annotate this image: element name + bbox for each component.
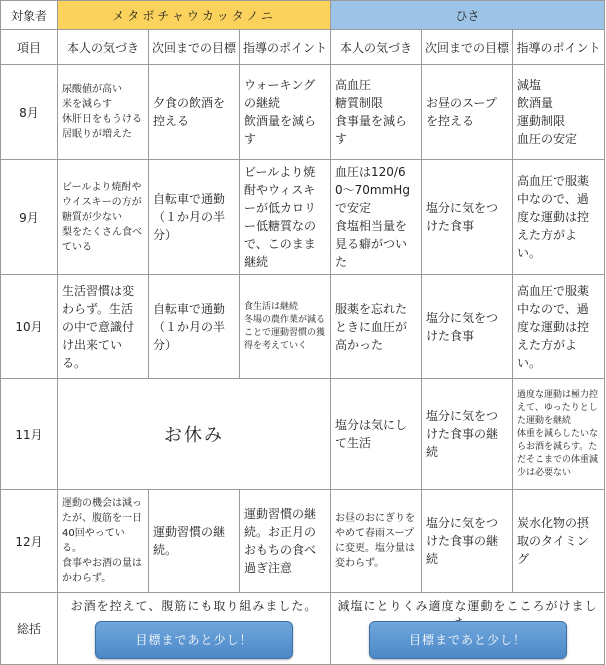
- awareness-a: 尿酸値が高い 米を減らす 休肝日をもうける 居眠りが増えた: [58, 65, 149, 160]
- guidance-b: 炭水化物の摂取のタイミング: [513, 490, 605, 593]
- table-row: [1, 275, 605, 379]
- guidance-a: ウォーキングの継続 飲酒量を減らす: [240, 65, 331, 160]
- col-guidance-a: 指導のポイント: [240, 30, 331, 65]
- summary-b-text: 減塩にとりくみ適度な運動をこころがけまし: [337, 598, 598, 613]
- col-awareness-a: 本人の気づき: [58, 30, 149, 65]
- next-goal-a: 自転車で通勤（１か月の半分）: [149, 275, 240, 379]
- person-a-header: メタボチャウカッタノニ: [58, 1, 331, 30]
- next-goal-a: 夕食の飲酒を控える: [149, 65, 240, 160]
- month-label: 11月: [1, 379, 58, 490]
- next-goal-a: 運動習慣の継続。: [149, 490, 240, 593]
- guidance-a: ビールより焼酎やウィスキーが低カロリー低糖質なので、このまま継続: [240, 160, 331, 275]
- awareness-b: 服薬を忘れたときに血圧が高かった: [331, 275, 422, 379]
- awareness-b: お昼のおにぎりをやめて春雨スープに変更。塩分量は変わらず。: [331, 490, 422, 593]
- summary-b: [331, 593, 605, 665]
- target-label: 対象者: [1, 1, 58, 30]
- guidance-b: 高血圧で服薬中なので、過度な運動は控えた方がよい。: [513, 160, 605, 275]
- goal-progress-button-a[interactable]: 目標まであと少し！: [95, 621, 293, 659]
- awareness-b: 高血圧 糖質制限 食事量を減らす: [331, 65, 422, 160]
- col-guidance-b: 指導のポイント: [513, 30, 605, 65]
- next-goal-a: 自転車で通勤（１か月の半分）: [149, 160, 240, 275]
- month-label: 12月: [1, 490, 58, 593]
- next-goal-b: お昼のスープを控える: [422, 65, 513, 160]
- summary-a-text: お酒を控えて、腹筋にも取り組みました。: [70, 598, 318, 613]
- table-row: [1, 379, 605, 490]
- month-label: 10月: [1, 275, 58, 379]
- awareness-a: 運動の機会は減ったが、腹筋を一日40回やっている。 食事やお酒の量はかわらず。: [58, 490, 149, 593]
- guidance-a: 食生活は継続 冬場の農作業が減ることで運動習慣の獲得を考えていく: [240, 275, 331, 379]
- item-label: 項目: [1, 30, 58, 65]
- next-goal-b: 塩分に気をつけた食事: [422, 160, 513, 275]
- summary-label: 総括: [1, 593, 58, 665]
- next-goal-b: 塩分に気をつけた食事: [422, 275, 513, 379]
- summary-a: [58, 593, 331, 665]
- month-label: 8月: [1, 65, 58, 160]
- rest-label: お休み: [58, 379, 331, 490]
- awareness-b: 血圧は120/60〜70mmHgで安定 食塩相当量を見る癖がついた: [331, 160, 422, 275]
- col-next-goal-b: 次回までの目標: [422, 30, 513, 65]
- next-goal-b: 塩分に気をつけた食事の継続: [422, 379, 513, 490]
- guidance-b: 過度な運動は極力控えて、ゆったりとした運動を継続 体重を減らしたいならお酒を減らす。ただそこまでの体重減少は必要ない: [513, 379, 605, 490]
- awareness-a: ビールより焼酎やウイスキーの方が糖質が少ない 梨をたくさん食べている: [58, 160, 149, 275]
- table-row: [1, 490, 605, 593]
- table-row: [1, 160, 605, 275]
- summary-row: [1, 593, 605, 665]
- awareness-a: 生活習慣は変わらず。生活の中で意識付け出来ている。: [58, 275, 149, 379]
- awareness-b: 塩分は気にして生活: [331, 379, 422, 490]
- guidance-b: 減塩 飲酒量 運動制限 血圧の安定: [513, 65, 605, 160]
- col-awareness-b: 本人の気づき: [331, 30, 422, 65]
- guidance-b: 高血圧で服薬中なので、過度な運動は控えた方がよい。: [513, 275, 605, 379]
- table-row: [1, 65, 605, 160]
- col-next-goal-a: 次回までの目標: [149, 30, 240, 65]
- month-label: 9月: [1, 160, 58, 275]
- guidance-a: 運動習慣の継続。お正月のおもちの食べ過ぎ注意: [240, 490, 331, 593]
- person-b-header: ひさ: [331, 1, 605, 30]
- goal-progress-button-b[interactable]: 目標まであと少し！: [369, 621, 567, 659]
- next-goal-b: 塩分に気をつけた食事の継続: [422, 490, 513, 593]
